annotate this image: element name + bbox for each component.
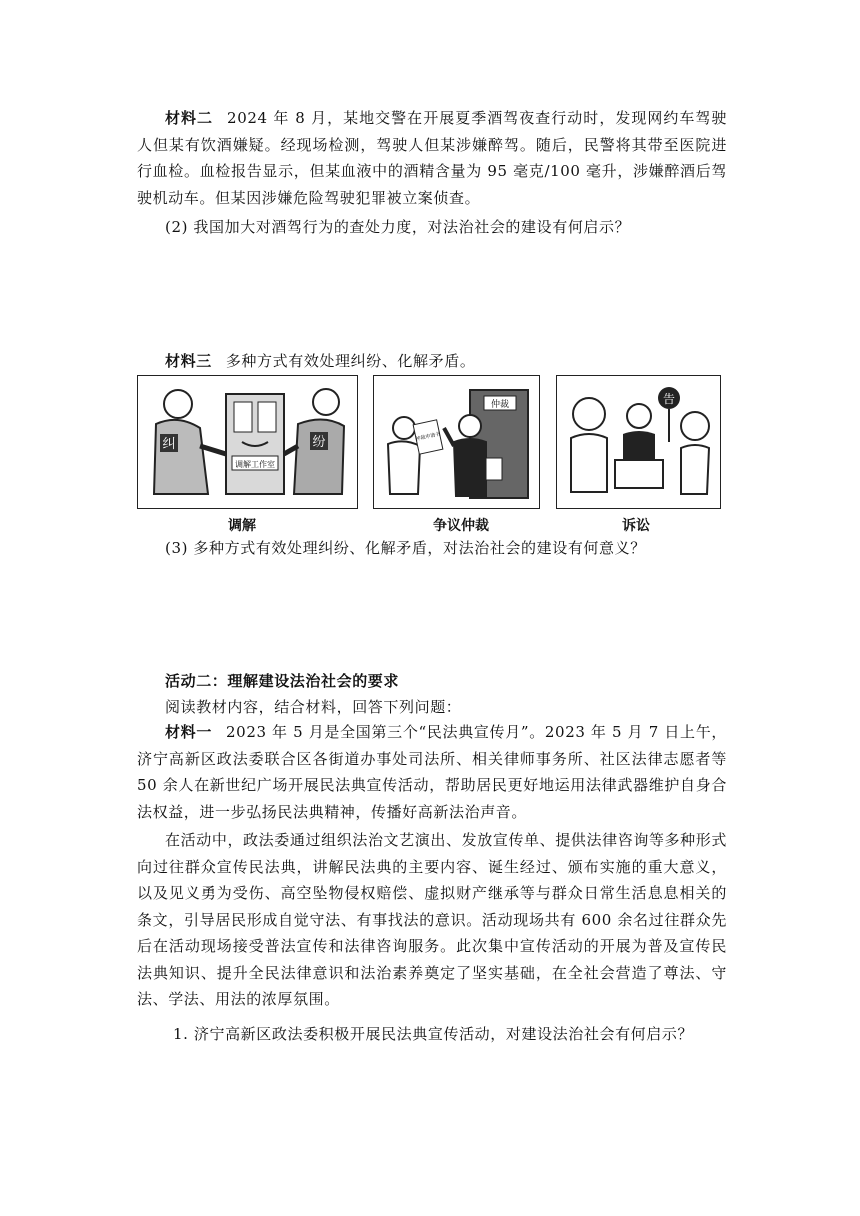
activity-2-material-1-text: 2023 年 5 月是全国第三个“民法典宣传月”。2023 年 5 月 7 日上午，济宁高新区政法委联合区各街道办事处司法所、相关律师事务所、社区法律志愿者等 50 余人在新世纪广场开展民法典宣传活动，帮助居民更好地运用法律武器维护自身合法权益，进一步弘扬民法典精神，传播好高新法治声音。: [137, 723, 727, 821]
activity-2-question-1: 1. 济宁高新区政法委积极开展民法典宣传活动，对建设法治社会有何启示？: [173, 1025, 694, 1043]
application-paper-text: 仲裁申请书: [415, 431, 441, 443]
material-2-label: 材料二: [165, 109, 214, 127]
activity-2-title: 活动二：理解建设法治社会的要求: [165, 672, 400, 690]
mediation-sign-text: 调解工作室: [235, 460, 275, 469]
litigation-cartoon: [557, 376, 719, 507]
litigation-illustration: [556, 375, 721, 509]
badge-jiu: 纠: [162, 437, 176, 452]
litigation-sign-text: 告: [662, 392, 676, 406]
mediation-illustration: [137, 375, 358, 509]
material-3-paragraph: [137, 348, 727, 375]
arbitration-sign-text: 仲裁: [490, 400, 510, 410]
caption-mediation: 调解: [228, 518, 256, 534]
caption-litigation: 诉讼: [622, 518, 650, 534]
material-3-label: 材料三: [165, 352, 212, 370]
question-2: (2) 我国加大对酒驾行为的查处力度，对法治社会的建设有何启示？: [165, 218, 631, 236]
activity-2-intro: 阅读教材内容，结合材料，回答下列问题：: [165, 698, 462, 716]
arbitration-illustration: [373, 375, 540, 509]
activity-2-material-1-paragraph-2: 在活动中，政法委通过组织法治文艺演出、发放宣传单、提供法律咨询等多种形式向过往群众宣传民法典，讲解民法典的主要内容、诞生经过、颁布实施的重大意义，以及见义勇为受伤、高空坠物侵权赔偿、虚拟财产继承等与群众日常生活息息相关的条文，引导居民形成自觉守法、有事找法的意识。活动现场共有 600 余名过往群众先后在活动现场接受普法宣传和法律咨询服务。此次集中宣传活动的开展为普及宣传民法典知识、提升全民法律意识和法治素养奠定了坚实基础，在全社会营造了尊法、守法、学法、用法的浓厚氛围。: [137, 831, 727, 1008]
caption-arbitration: 争议仲裁: [433, 518, 489, 534]
activity-2-material-1-paragraph: [137, 719, 727, 825]
material-3-text: 多种方式有效处理纠纷、化解矛盾。: [225, 352, 476, 370]
material-2-paragraph: [137, 105, 727, 211]
arbitration-cartoon: [374, 376, 538, 507]
mediation-cartoon: [138, 376, 356, 507]
activity-2-material-1-label: 材料一: [165, 723, 213, 741]
badge-fen: 纷: [312, 435, 326, 450]
question-3: (3) 多种方式有效处理纠纷、化解矛盾，对法治社会的建设有何意义？: [165, 539, 646, 557]
material-2-text: 2024 年 8 月，某地交警在开展夏季酒驾夜查行动时，发现网约车驾驶人但某有饮酒嫌疑。经现场检测，驾驶人但某涉嫌醉驾。随后，民警将其带至医院进行血检。血检报告显示，但某血液中的酒精含量为 95 毫克/100 毫升，涉嫌醉酒后驾驶机动车。但某因涉嫌危险驾驶犯罪被立案侦查。: [137, 109, 727, 207]
